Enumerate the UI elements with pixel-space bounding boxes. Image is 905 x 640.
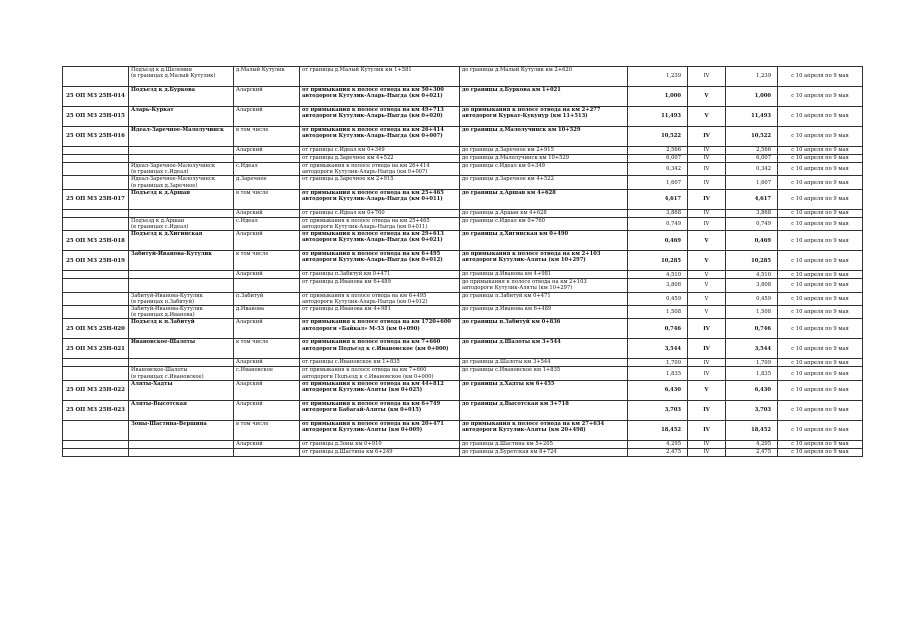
road-id-cell — [63, 271, 129, 279]
restricted-length-cell: 6,430 — [726, 380, 778, 400]
road-name-cell — [129, 209, 234, 217]
category-cell: IV — [688, 147, 726, 155]
length-cell: 0,749 — [628, 217, 688, 230]
restricted-length-cell: 4,510 — [726, 271, 778, 279]
road-id-cell: 25 ОП МЗ 25Н-020 — [63, 319, 129, 339]
road-id-cell: 25 ОП МЗ 25Н-014 — [63, 87, 129, 107]
road-name-cell: Идеал-Заречное-Малолучинск — [129, 127, 234, 147]
restricted-length-cell: 1,000 — [726, 87, 778, 107]
restriction-period-cell: с 10 апреля по 9 мая — [778, 107, 863, 127]
from-cell: от границы п.Забитуй км 0+471 — [300, 271, 460, 279]
to-cell: до границы д.Иванова км 6+489 — [460, 306, 628, 319]
road-registry-table — [62, 66, 863, 457]
restricted-length-cell: 11,493 — [726, 107, 778, 127]
restriction-period-cell: с 10 апреля по 9 мая — [778, 292, 863, 305]
from-cell: от границы д.Малый Кутулик км 1+581 — [300, 67, 460, 87]
to-cell: до границы п.Забитуй км 0+471 — [460, 292, 628, 305]
location-cell: с.Идеал — [234, 217, 300, 230]
restricted-length-cell: 18,452 — [726, 420, 778, 440]
restricted-length-cell: 2,475 — [726, 448, 778, 456]
restricted-length-cell: 1,835 — [726, 367, 778, 380]
road-id-cell: 25 ОП МЗ 25Н-018 — [63, 231, 129, 251]
location-cell: Аларский — [234, 271, 300, 279]
table-row — [63, 231, 863, 251]
to-cell: до границы д.Аршан км 4+628 — [460, 189, 628, 209]
length-cell: 1,709 — [628, 359, 688, 367]
category-cell: IV — [688, 400, 726, 420]
to-cell: до границы д.Малолучинск км 10+529 — [460, 155, 628, 163]
table-row — [63, 440, 863, 448]
location-cell: Аларский — [234, 87, 300, 107]
table-row — [63, 279, 863, 292]
location-cell: в том числе — [234, 189, 300, 209]
length-cell: 0,342 — [628, 163, 688, 176]
length-cell: 4,510 — [628, 271, 688, 279]
road-id-cell — [63, 217, 129, 230]
length-cell: 10,285 — [628, 251, 688, 271]
to-cell: до границы д.Заречное км 4+522 — [460, 176, 628, 189]
restricted-length-cell: 10,285 — [726, 251, 778, 271]
road-name-cell: Подъезд к д.Аршан (в границах с.Идеал) — [129, 217, 234, 230]
restriction-period-cell: с 10 апреля по 9 мая — [778, 440, 863, 448]
restricted-length-cell: 0,342 — [726, 163, 778, 176]
table-row — [63, 319, 863, 339]
road-name-cell — [129, 271, 234, 279]
category-cell: IV — [688, 319, 726, 339]
restriction-period-cell: с 10 апреля по 9 мая — [778, 271, 863, 279]
category-cell: V — [688, 87, 726, 107]
table-row — [63, 380, 863, 400]
restricted-length-cell: 4,617 — [726, 189, 778, 209]
road-id-cell: 25 ОП МЗ 25Н-023 — [63, 400, 129, 420]
location-cell: д.Малый Кутулик — [234, 67, 300, 87]
category-cell: IV — [688, 448, 726, 456]
category-cell: IV — [688, 67, 726, 87]
restricted-length-cell: 3,544 — [726, 339, 778, 359]
from-cell: от границы д.Заречное км 2+915 — [300, 176, 460, 189]
category-cell: IV — [688, 339, 726, 359]
to-cell: до примыкания к полосе отвода на км 2+103 автодороги Кутулик-Аляты (км 10+297) — [460, 279, 628, 292]
from-cell: от границы с.Идеал км 0+349 — [300, 147, 460, 155]
length-cell: 18,452 — [628, 420, 688, 440]
restricted-length-cell: 0,469 — [726, 231, 778, 251]
restricted-length-cell: 3,868 — [726, 209, 778, 217]
length-cell: 3,868 — [628, 209, 688, 217]
length-cell: 3,544 — [628, 339, 688, 359]
restricted-length-cell: 1,508 — [726, 306, 778, 319]
category-cell: IV — [688, 217, 726, 230]
category-cell: IV — [688, 127, 726, 147]
category-cell: V — [688, 231, 726, 251]
road-name-cell — [129, 279, 234, 292]
from-cell: от примыкания к полосе отвода на км 26+414 автодороги Кутулик-Аларь-Ныгда (км 0+007) — [300, 163, 460, 176]
road-id-cell — [63, 209, 129, 217]
category-cell: V — [688, 380, 726, 400]
to-cell: до границы с.Идеал км 0+760 — [460, 217, 628, 230]
restriction-period-cell: с 10 апреля по 9 мая — [778, 209, 863, 217]
road-id-cell — [63, 176, 129, 189]
table-row — [63, 67, 863, 87]
location-cell: Аларский — [234, 400, 300, 420]
restriction-period-cell: с 10 апреля по 9 мая — [778, 339, 863, 359]
to-cell: до границы п.Забитуй км 0+836 — [460, 319, 628, 339]
category-cell: V — [688, 251, 726, 271]
length-cell: 11,493 — [628, 107, 688, 127]
road-id-cell — [63, 420, 129, 440]
from-cell: от примыкания к полосе отвода на км 6+495 автодороги Кутулик-Аларь-Ныгда (км 0+012) — [300, 292, 460, 305]
category-cell: IV — [688, 367, 726, 380]
from-cell: от примыкания к полосе отвода на км 44+812 автодороги Кутулик-Аляты (км 0+025) — [300, 380, 460, 400]
length-cell: 0,469 — [628, 231, 688, 251]
road-id-cell: 25 ОП МЗ 25Н-015 — [63, 107, 129, 127]
from-cell: от границы д.Иванова км 4+981 — [300, 306, 460, 319]
road-id-cell — [63, 163, 129, 176]
from-cell: от примыкания к полосе отвода на км 50+300 автодороги Кутулик-Аларь-Ныгда (км 0+021) — [300, 87, 460, 107]
table-row — [63, 292, 863, 305]
road-id-cell: 25 ОП МЗ 25Н-017 — [63, 189, 129, 209]
restriction-period-cell: с 10 апреля по 9 мая — [778, 67, 863, 87]
restriction-period-cell: с 10 апреля по 9 мая — [778, 306, 863, 319]
table-row — [63, 306, 863, 319]
location-cell: д.Заречное — [234, 176, 300, 189]
length-cell: 2,475 — [628, 448, 688, 456]
category-cell: V — [688, 292, 726, 305]
road-id-cell — [63, 147, 129, 155]
location-cell: с.Идеал — [234, 163, 300, 176]
table-row — [63, 400, 863, 420]
road-name-cell: Подъезд к д.Хигинская — [129, 231, 234, 251]
restricted-length-cell: 3,808 — [726, 279, 778, 292]
to-cell: до границы д.Малый Кутулик км 2+620 — [460, 67, 628, 87]
table-row — [63, 189, 863, 209]
restriction-period-cell: с 10 апреля по 9 мая — [778, 359, 863, 367]
length-cell: 6,007 — [628, 155, 688, 163]
road-id-cell — [63, 367, 129, 380]
restriction-period-cell: с 10 апреля по 9 мая — [778, 127, 863, 147]
category-cell: IV — [688, 209, 726, 217]
restriction-period-cell: с 10 апреля по 9 мая — [778, 319, 863, 339]
road-name-cell: Аляты-Хадты — [129, 380, 234, 400]
road-id-cell: 25 ОП МЗ 25Н-019 — [63, 251, 129, 271]
to-cell: до границы д.Аршан км 4+628 — [460, 209, 628, 217]
from-cell: от границы с.Ивановское км 1+835 — [300, 359, 460, 367]
restriction-period-cell: с 10 апреля по 9 мая — [778, 231, 863, 251]
from-cell: от границы д.Шастина км 6+249 — [300, 448, 460, 456]
length-cell: 2,566 — [628, 147, 688, 155]
road-name-cell: Идеал-Заречное-Малолучинск (в границах с.Идеал) — [129, 163, 234, 176]
restriction-period-cell: с 10 апреля по 9 мая — [778, 367, 863, 380]
restriction-period-cell: с 10 апреля по 9 мая — [778, 147, 863, 155]
length-cell: 4,617 — [628, 189, 688, 209]
road-name-cell: Аларь-Куркат — [129, 107, 234, 127]
length-cell: 3,808 — [628, 279, 688, 292]
restricted-length-cell: 0,749 — [726, 217, 778, 230]
restriction-period-cell: с 10 апреля по 9 мая — [778, 163, 863, 176]
location-cell: п.Забитуй — [234, 292, 300, 305]
road-id-cell — [63, 155, 129, 163]
road-name-cell: Идеал-Заречное-Малолучинск (в границах д.Заречное) — [129, 176, 234, 189]
location-cell — [234, 279, 300, 292]
road-name-cell: Подъезд к д.Аршан — [129, 189, 234, 209]
table-row — [63, 359, 863, 367]
restricted-length-cell: 6,007 — [726, 155, 778, 163]
to-cell: до примыкания к полосе отвода на км 27+634 автодороги Кутулик-Аляты (км 20+498) — [460, 420, 628, 440]
length-cell: 1,000 — [628, 87, 688, 107]
to-cell: до примыкания к полосе отвода на км 2+277 автодороги Куркат-Кукунур (км 11+513) — [460, 107, 628, 127]
length-cell: 4,295 — [628, 440, 688, 448]
from-cell: от примыкания к полосе отвода на км 49+713 автодороги Кутулик-Аларь-Ныгда (км 0+020) — [300, 107, 460, 127]
road-name-cell — [129, 147, 234, 155]
length-cell: 10,522 — [628, 127, 688, 147]
road-id-cell — [63, 292, 129, 305]
from-cell: от примыкания к полосе отвода на км 7+660 автодороги Подъезд к с.Ивановское (км 0+000) — [300, 339, 460, 359]
location-cell: с.Ивановское — [234, 367, 300, 380]
restricted-length-cell: 1,607 — [726, 176, 778, 189]
from-cell: от примыкания к полосе отвода на км 26+414 автодороги Кутулик-Аларь-Ныгда (км 0+007) — [300, 127, 460, 147]
restricted-length-cell: 0,746 — [726, 319, 778, 339]
table-row — [63, 127, 863, 147]
table-row — [63, 420, 863, 440]
location-cell: Аларский — [234, 440, 300, 448]
restriction-period-cell: с 10 апреля по 9 мая — [778, 420, 863, 440]
category-cell: IV — [688, 420, 726, 440]
category-cell: IV — [688, 155, 726, 163]
length-cell: 3,703 — [628, 400, 688, 420]
from-cell: от примыкания к полосе отвода на км 29+613 автодороги Кутулик-Аларь-Ныгда (км 0+021) — [300, 231, 460, 251]
location-cell — [234, 448, 300, 456]
category-cell: V — [688, 306, 726, 319]
category-cell: V — [688, 107, 726, 127]
category-cell: V — [688, 279, 726, 292]
category-cell: IV — [688, 176, 726, 189]
to-cell: до границы д.Хигинская км 0+490 — [460, 231, 628, 251]
category-cell: IV — [688, 440, 726, 448]
length-cell: 6,430 — [628, 380, 688, 400]
road-id-cell — [63, 440, 129, 448]
from-cell: от границы д.Зоны км 0+910 — [300, 440, 460, 448]
table-row — [63, 147, 863, 155]
restriction-period-cell: с 10 апреля по 9 мая — [778, 380, 863, 400]
location-cell: Аларский — [234, 231, 300, 251]
to-cell: до границы д.Хадты км 6+455 — [460, 380, 628, 400]
road-id-cell — [63, 359, 129, 367]
length-cell: 0,746 — [628, 319, 688, 339]
road-name-cell: Зоны-Шастина-Верщина — [129, 420, 234, 440]
category-cell: IV — [688, 189, 726, 209]
from-cell: от примыкания к полосе отвода на км 25+465 автодороги Кутулик-Аларь-Ныгда (км 0+011) — [300, 217, 460, 230]
restricted-length-cell: 0,459 — [726, 292, 778, 305]
restricted-length-cell: 2,566 — [726, 147, 778, 155]
road-name-cell: Подъезд к д.Буркова — [129, 87, 234, 107]
to-cell: до границы д.Шалоты км 3+544 — [460, 359, 628, 367]
to-cell: до границы д.Малолучинск км 10+529 — [460, 127, 628, 147]
table-row — [63, 176, 863, 189]
restriction-period-cell: с 10 апреля по 9 мая — [778, 87, 863, 107]
road-id-cell — [63, 67, 129, 87]
location-cell — [234, 155, 300, 163]
road-name-cell: Ивановское-Шалоты (в границах с.Ивановское) — [129, 367, 234, 380]
to-cell: до границы д.Высотская км 3+718 — [460, 400, 628, 420]
location-cell: в том числе — [234, 339, 300, 359]
table-row — [63, 367, 863, 380]
road-id-cell — [63, 306, 129, 319]
restriction-period-cell: с 10 апреля по 9 мая — [778, 251, 863, 271]
from-cell: от примыкания к полосе отвода на км 6+749 автодороги Бабагай-Аляты (км 0+015) — [300, 400, 460, 420]
to-cell: до границы д.Заречное км 2+915 — [460, 147, 628, 155]
road-name-cell: Забитуй-Иванова-Кутулик (в границах п.Забитуй) — [129, 292, 234, 305]
road-name-cell: Подъезд к п.Забитуй — [129, 319, 234, 339]
to-cell: до границы д.Шастина км 5+205 — [460, 440, 628, 448]
road-id-cell: 25 ОП МЗ 25Н-016 — [63, 127, 129, 147]
restriction-period-cell: с 10 апреля по 9 мая — [778, 279, 863, 292]
road-name-cell: Забитуй-Иванова-Кутулик (в границах д.Иванова) — [129, 306, 234, 319]
to-cell: до примыкания к полосе отвода на км 2+103 автодороги Кутулик-Аляты (км 10+297) — [460, 251, 628, 271]
length-cell: 1,607 — [628, 176, 688, 189]
restriction-period-cell: с 10 апреля по 9 мая — [778, 217, 863, 230]
from-cell: от границы д.Иванова км 6+489 — [300, 279, 460, 292]
restriction-period-cell: с 10 апреля по 9 мая — [778, 448, 863, 456]
from-cell: от границы д.Заречное км 4+522 — [300, 155, 460, 163]
to-cell: до границы с.Идеал км 0+349 — [460, 163, 628, 176]
road-name-cell — [129, 448, 234, 456]
road-name-cell: Забитуй-Иванова-Кутулик — [129, 251, 234, 271]
from-cell: от примыкания к полосе отвода на км 20+471 автодороги Кутулик-Аляты (км 0+009) — [300, 420, 460, 440]
length-cell: 1,508 — [628, 306, 688, 319]
length-cell: 1,835 — [628, 367, 688, 380]
road-name-cell — [129, 359, 234, 367]
to-cell: до границы д.Иванова км 4+981 — [460, 271, 628, 279]
location-cell: д.Иванова — [234, 306, 300, 319]
from-cell: от границы с.Идеал км 0+760 — [300, 209, 460, 217]
location-cell: Аларский — [234, 147, 300, 155]
road-name-cell: Аляты-Высотская — [129, 400, 234, 420]
from-cell: от примыкания к полосе отвода на км 25+465 автодороги Кутулик-Аларь-Ныгда (км 0+011) — [300, 189, 460, 209]
road-name-cell: Подъезд к д.Шелемин (в границах д.Малый Кутулик) — [129, 67, 234, 87]
category-cell: V — [688, 271, 726, 279]
road-id-cell — [63, 279, 129, 292]
road-name-cell — [129, 155, 234, 163]
location-cell: Аларский — [234, 359, 300, 367]
from-cell: от примыкания к полосе отвода на км 6+495 автодороги Кутулик-Аларь-Ныгда (км 0+012) — [300, 251, 460, 271]
road-id-cell: 25 ОП МЗ 25Н-022 — [63, 380, 129, 400]
table-row — [63, 251, 863, 271]
registry-page — [62, 66, 849, 457]
road-id-cell: 25 ОП МЗ 25Н-021 — [63, 339, 129, 359]
restricted-length-cell: 3,703 — [726, 400, 778, 420]
category-cell: IV — [688, 359, 726, 367]
restriction-period-cell: с 10 апреля по 9 мая — [778, 189, 863, 209]
restricted-length-cell: 10,522 — [726, 127, 778, 147]
table-row — [63, 448, 863, 456]
location-cell: Аларский — [234, 380, 300, 400]
table-row — [63, 107, 863, 127]
location-cell: в том числе — [234, 420, 300, 440]
to-cell: до границы д.Буркова км 1+021 — [460, 87, 628, 107]
road-id-cell — [63, 448, 129, 456]
restricted-length-cell: 4,295 — [726, 440, 778, 448]
location-cell: Аларский — [234, 107, 300, 127]
restriction-period-cell: с 10 апреля по 9 мая — [778, 155, 863, 163]
table-row — [63, 155, 863, 163]
table-row — [63, 271, 863, 279]
table-row — [63, 163, 863, 176]
length-cell: 1,239 — [628, 67, 688, 87]
table-row — [63, 339, 863, 359]
length-cell: 0,459 — [628, 292, 688, 305]
from-cell: от примыкания к полосе отвода на км 1720+600 автодороги «Байкал» М-53 (км 0+090) — [300, 319, 460, 339]
location-cell: Аларский — [234, 319, 300, 339]
table-row — [63, 217, 863, 230]
restriction-period-cell: с 10 апреля по 9 мая — [778, 400, 863, 420]
to-cell: до границы с.Ивановское км 1+835 — [460, 367, 628, 380]
from-cell: от примыкания к полосе отвода на км 7+660 автодороги Подъезд к с.Ивановское (км 0+000) — [300, 367, 460, 380]
location-cell: в том числе — [234, 127, 300, 147]
location-cell: в том числе — [234, 251, 300, 271]
road-name-cell — [129, 440, 234, 448]
restricted-length-cell: 1,239 — [726, 67, 778, 87]
table-row — [63, 209, 863, 217]
restriction-period-cell: с 10 апреля по 9 мая — [778, 176, 863, 189]
location-cell: Аларский — [234, 209, 300, 217]
road-name-cell: Ивановское-Шалоты — [129, 339, 234, 359]
category-cell: IV — [688, 163, 726, 176]
restricted-length-cell: 1,709 — [726, 359, 778, 367]
to-cell: до границы д.Буретская км 8+724 — [460, 448, 628, 456]
table-row — [63, 87, 863, 107]
to-cell: до границы д.Шалоты км 3+544 — [460, 339, 628, 359]
